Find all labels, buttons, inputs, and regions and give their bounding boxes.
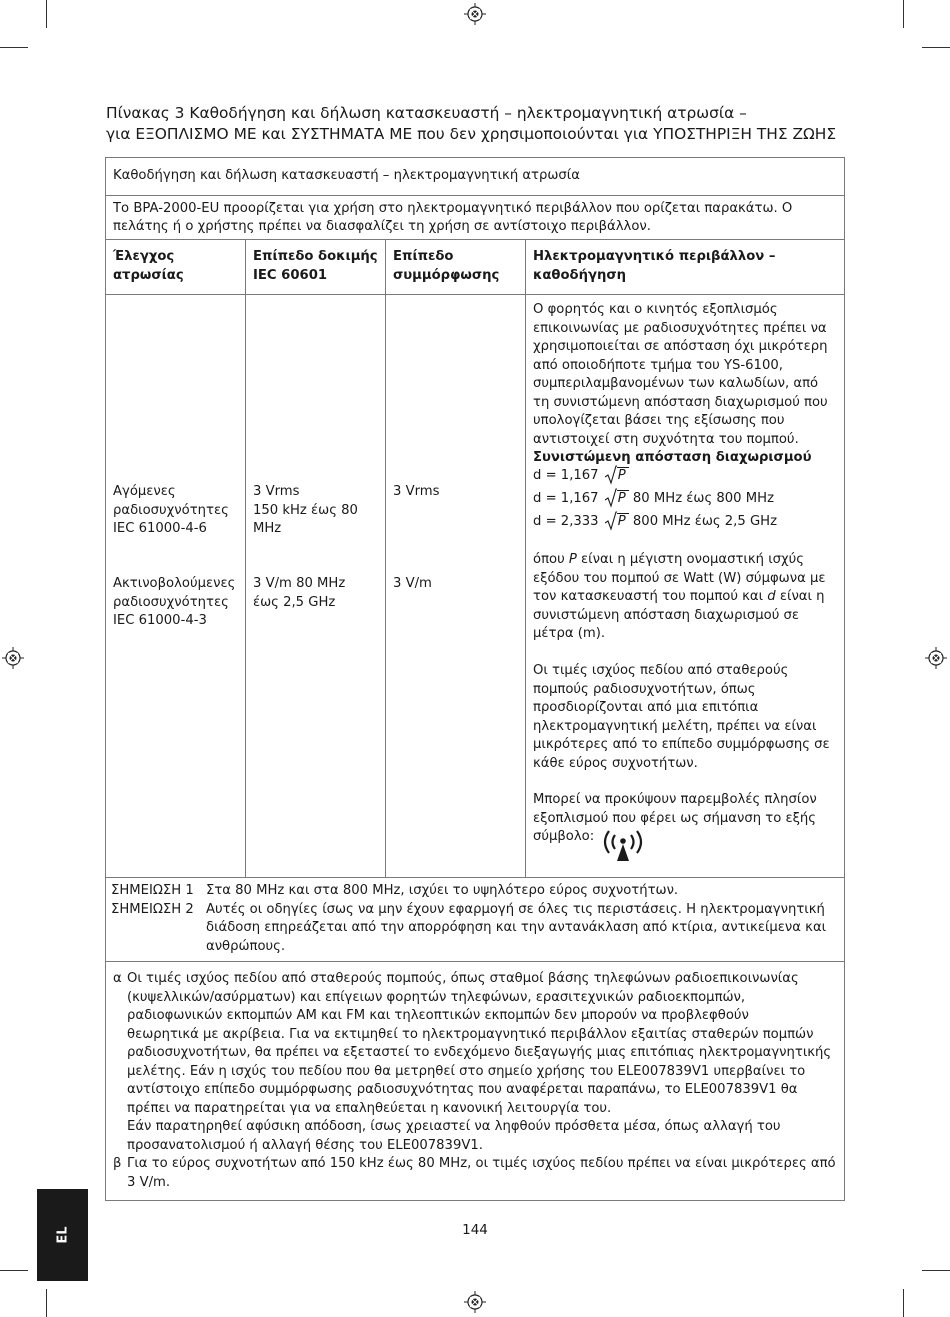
cell-text: IEC 61000-4-3	[113, 613, 207, 628]
formula-variable: P	[617, 467, 629, 483]
guidance-line	[533, 551, 825, 570]
guidance-line	[533, 588, 825, 607]
guidance-line: Μπορεί να προκύψουν παρεμβολές πλησίον	[533, 792, 817, 807]
sqrt-symbol	[605, 513, 629, 532]
column-header-text: καθοδήγηση	[533, 267, 627, 283]
radiated-test	[113, 575, 235, 631]
conducted-test	[113, 483, 229, 539]
formula-line	[533, 490, 774, 509]
radiated-compliance: 3 V/m	[393, 576, 432, 591]
guidance-line: μέτρα (m).	[533, 626, 606, 641]
registration-mark-icon	[925, 647, 947, 669]
formula-line	[533, 513, 777, 532]
column-header-text: συμμόρφωσης	[393, 267, 500, 283]
column-header-text: ατρωσίας	[113, 267, 184, 283]
text-fragment: όπου	[533, 552, 569, 567]
conducted-test-level	[253, 483, 358, 539]
radiated-test-level	[253, 575, 345, 612]
guidance-line: εξόδου του πομπού σε Watt (W) σύμφωνα με	[533, 570, 826, 586]
footnote-line: Για το εύρος συχνοτήτων από 150 kHz έως 80 MHz, οι τιμές ισχύος πεδίου πρέπει να είναι μικρότερες από	[127, 1156, 836, 1171]
guidance-line: κάθε εύρος συχνοτήτων.	[533, 755, 698, 771]
column-header-test-level	[253, 248, 378, 285]
table-body-row	[106, 295, 844, 878]
cell-text: MHz	[253, 521, 282, 536]
footnote-line: πρέπει να παρατηρείται για να επαληθεύεται η κανονική λειτουργία του.	[127, 1100, 612, 1116]
guidance-line: ηλεκτρομαγνητική μελέτη, πρέπει να είναι	[533, 718, 817, 734]
cell-text: Αγόμενες	[113, 484, 176, 499]
footnote-line: θεωρητικά με ακρίβεια. Για να εκτιμηθεί το ηλεκτρομαγνητικό περιβάλλον εξαιτίας σταθερών πομπών	[127, 1026, 814, 1042]
guidance-line: από οποιοδήποτε τμήμα του YS-6100,	[533, 357, 783, 373]
language-tab	[37, 1189, 88, 1281]
footnote-line: προσανατολισμού ή αλλαγή θέσης του ELE007839V1.	[127, 1137, 483, 1153]
formula-variable: P	[617, 513, 629, 529]
crop-mark	[0, 1270, 28, 1271]
formula-range: 80 MHz έως 800 MHz	[632, 491, 774, 506]
cell-text: έως 2,5 GHz	[253, 594, 336, 610]
guidance-line: εξοπλισμού που φέρει ως σήμανση το εξής	[533, 810, 817, 826]
intro-line: Το BPA-2000-EU προορίζεται για χρήση στο ηλεκτρομαγνητικό περιβάλλον που ορίζεται παρακάτω. Ο	[113, 201, 793, 216]
guidance-paragraph	[533, 791, 817, 847]
column-header-compliance	[393, 248, 499, 285]
footnote-b-label: β	[113, 1156, 122, 1171]
title-line-2: για ΕΞΟΠΛΙΣΜΟ ΜΕ και ΣΥΣΤΗΜΑΤΑ ΜΕ που δεν χρησιμοποιούνται για ΥΠΟΣΤΗΡΙΞΗ ΤΗΣ ΖΩΗΣ	[106, 125, 837, 143]
footnote-line: ραδιοφωνικών εκπομπών AM και FM και τηλεοπτικών εκπομπών δεν μπορούν να προβλεφθούν	[127, 1008, 749, 1023]
registration-mark-icon	[2, 647, 24, 669]
note-1-label: ΣΗΜΕΙΩΣΗ 1	[111, 883, 194, 898]
column-header-guidance	[533, 248, 775, 285]
formula-prefix: d = 1,167	[533, 468, 599, 483]
footnote-line: αντίστοιχο επίπεδο συμμόρφωσης ραδιοσυχνότητας που αναφέρεται παραπάνω, το ELE007839V1 θα	[127, 1082, 798, 1097]
footnote-b-text	[127, 1155, 836, 1192]
page-title	[106, 103, 836, 145]
note-2-label: ΣΗΜΕΙΩΣΗ 2	[111, 901, 194, 917]
crop-mark	[46, 1289, 47, 1317]
formula-prefix: d = 1,167	[533, 491, 599, 506]
footnote-line: Οι τιμές ισχύος πεδίου από σταθερούς πομπούς, όπως σταθμοί βάσης τηλεφώνων ραδιοεπικοινωνίας	[127, 971, 799, 986]
registration-mark-icon	[464, 3, 486, 25]
page-number: 144	[462, 1222, 488, 1238]
cell-text: IEC 61000-4-6	[113, 521, 207, 536]
guidance-line: μικρότερες από το επίπεδο συμμόρφωσης σε	[533, 737, 830, 752]
formula-range: 800 MHz έως 2,5 GHz	[632, 514, 778, 529]
guidance-line: συμπεριλαμβανομένων των καλωδίων, από	[533, 376, 819, 391]
guidance-line: σύμβολο:	[533, 829, 595, 844]
footnote-line: Εάν παρατηρηθεί αφύσικη απόδοση, ίσως χρειαστεί να ληφθούν πρόσθετα μέσα, όπως αλλαγή του	[127, 1119, 781, 1134]
footnote-line: (κυψελλικών/ασύρματων) και επίγειων φορητών τηλεφώνων, ερασιτεχνικών ραδιοεκπομπών,	[127, 989, 746, 1005]
text-fragment: είναι η	[775, 589, 825, 604]
formula-variable: P	[617, 490, 629, 506]
note-line: Αυτές οι οδηγίες ίσως να μην έχουν εφαρμογή σε όλες τις περιστάσεις. Η ηλεκτρομαγνητική	[206, 901, 825, 917]
formula-line	[533, 467, 629, 486]
note-1-text: Στα 80 MHz και στα 800 MHz, ισχύει το υψηλότερο εύρος συχνοτήτων.	[206, 883, 679, 898]
conducted-compliance: 3 Vrms	[393, 484, 440, 499]
note-line: ανθρώπους.	[206, 938, 286, 954]
column-header-row	[106, 240, 844, 295]
guidance-line: Ο φορητός και ο κινητός εξοπλισμός	[533, 302, 778, 317]
guidance-paragraph	[533, 551, 825, 644]
text-fragment: είναι η μέγιστη ονομαστική ισχύς	[576, 552, 805, 567]
footnotes-row	[106, 962, 844, 1200]
table-intro-row	[106, 196, 844, 240]
separation-heading: Συνιστώμενη απόσταση διαχωρισμού	[533, 450, 812, 465]
guidance-line: αντιστοιχεί στη συχνότητα του πομπού.	[533, 431, 799, 447]
crop-mark	[922, 47, 950, 48]
title-line-1: Πίνακας 3 Καθοδήγηση και δήλωση κατασκευαστή – ηλεκτρομαγνητική ατρωσία –	[106, 104, 747, 122]
emc-immunity-table	[105, 157, 845, 1201]
crop-mark	[46, 0, 47, 28]
cell-text: 3 V/m 80 MHz	[253, 576, 346, 591]
column-header-test	[113, 248, 184, 285]
footnote-a-label: α	[113, 971, 122, 986]
footnote-line: 3 V/m.	[127, 1174, 171, 1190]
note-line: διάδοση επηρεάζεται από την απορρόφηση και την αντανάκλαση από κτίρια, αντικείμενα και	[206, 920, 827, 935]
crop-mark	[922, 1270, 950, 1271]
sqrt-symbol	[605, 467, 629, 486]
guidance-line: τη συνιστώμενη απόσταση διαχωρισμού που	[533, 394, 828, 410]
formula-variable: P	[568, 552, 577, 567]
guidance-line: επικοινωνίας με ραδιοσυχνότητες πρέπει να	[533, 320, 827, 336]
guidance-paragraph	[533, 662, 830, 773]
column-header-text: IEC 60601	[253, 267, 328, 283]
footnote-a-text	[127, 970, 831, 1155]
guidance-line: Οι τιμές ισχύος πεδίου από σταθερούς	[533, 663, 789, 678]
cell-text: 150 kHz έως 80	[253, 502, 358, 518]
crop-mark	[903, 1289, 904, 1317]
language-tab-label: EL	[55, 1226, 70, 1244]
cell-text: ραδιοσυχνότητες	[113, 502, 229, 518]
notes-row	[106, 878, 844, 962]
intro-line: πελάτης ή ο χρήστης πρέπει να διασφαλίζει τη χρήση σε αντίστοιχο περιβάλλον.	[113, 219, 651, 234]
column-header-text: Έλεγχος	[113, 249, 175, 264]
cell-text: Ακτινοβολούμενες	[113, 576, 236, 591]
text-fragment: τον κατασκευαστή του πομπού και	[533, 589, 768, 604]
formula-prefix: d = 2,333	[533, 514, 599, 529]
footnote-line: ραδιοσυχνοτήτων, θα πρέπει να εξεταστεί το ενδεχόμενο διεξαγωγής μιας επιτόπιας ηλεκτρομαγνητικής	[127, 1045, 832, 1060]
guidance-line: υπολογίζεται βάσει της εξίσωσης που	[533, 413, 785, 428]
registration-mark-icon	[464, 1291, 486, 1313]
sqrt-symbol	[605, 490, 629, 509]
column-header-text: Ηλεκτρομαγνητικό περιβάλλον –	[533, 249, 776, 264]
guidance-line: πομπούς ραδιοσυχνοτήτων, όπως	[533, 681, 756, 697]
table-header-row	[106, 158, 844, 196]
non-ionizing-radiation-icon	[600, 827, 646, 863]
column-header-text: Επίπεδο	[393, 249, 454, 264]
guidance-paragraph	[533, 301, 828, 468]
column-header-text: Επίπεδο δοκιμής	[253, 249, 378, 264]
footnote-line: μελέτης. Εάν η ισχύς του πεδίου που θα μετρηθεί στο σημείο χρήσης του ELE007839V1 υπερβαίνει το	[127, 1063, 806, 1079]
cell-text: 3 Vrms	[253, 484, 300, 499]
crop-mark	[903, 0, 904, 28]
guidance-line: χρησιμοποιείται σε απόσταση όχι μικρότερη	[533, 339, 828, 354]
formula-variable: d	[767, 589, 776, 604]
cell-text: ραδιοσυχνότητες	[113, 594, 229, 610]
crop-mark	[0, 47, 28, 48]
guidance-line: συνιστώμενη απόσταση διαχωρισμού σε	[533, 607, 800, 623]
table-header: Καθοδήγηση και δήλωση κατασκευαστή – ηλεκτρομαγνητική ατρωσία	[113, 168, 580, 183]
guidance-line: προσδιορίζονται από μια επιτόπια	[533, 700, 759, 715]
note-2-text	[206, 901, 826, 957]
